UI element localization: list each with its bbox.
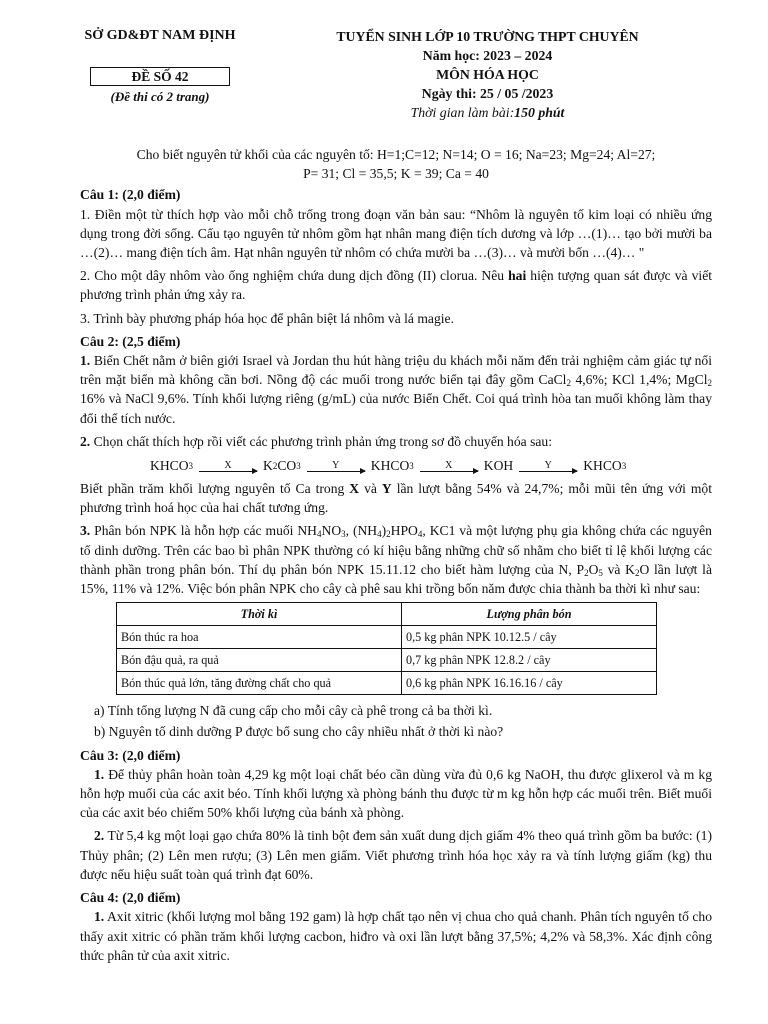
chain-species-1: KHCO 3 (150, 458, 194, 474)
exam-header (80, 26, 680, 126)
chain-species-2: K 2 CO 3 (263, 458, 301, 474)
table-cell: 0,6 kg phân NPK 16.16.16 / cây (402, 672, 657, 695)
table-cell: Bón thúc quả lớn, tăng đường chất cho quả (117, 672, 402, 695)
question-3-part-2: 2. Từ 5,4 kg một loại gạo chứa 80% là tinh bột đem sản xuất dung dịch giấm 4% theo quá trình gồm ba bước: (1) Thủy phân; (2) Lên men rượu; (3) Lên men giấm. Viết phương trình hóa học xảy ra và tính lượng giấm (kg) thu được nếu hiệu suất toàn quá trình đạt 60%. (80, 828, 712, 882)
table-row (117, 672, 657, 695)
question-2-3b: b) Nguyên tố dinh dưỡng P được bổ sung cho cây nhiều nhất ở thời kì nào? (94, 724, 504, 740)
table-header-amount: Lượng phân bón (402, 603, 657, 626)
right-arrow-icon (307, 471, 365, 472)
question-2-3a: a) Tính tổng lượng N đã cung cấp cho mỗi cây cà phê trong cả ba thời kì. (94, 703, 493, 719)
duration-label: Thời gian làm bài: (410, 105, 515, 120)
chain-arrow-1: X (199, 461, 257, 472)
question-3-title: Câu 3: (2,0 điểm) (80, 747, 181, 763)
question-2-part-1: 1. Biển Chết nằm ở biên giới Israel và Jordan thu hút hàng triệu du khách mỗi năm đến trải nghiệm cảm giác tự nổi trên mặt biển mà không cần bơi. Nồng độ các muối trong nước biển tại đây gồm CaCl$_2$ 4,6%; KCl 1,4%; MgCl$_2$ 16% và NaCl 9,6%. Tính khối lượng riêng (g/mL) của nước Biển Chết. Coi quá trình hòa tan muối không làm thay đổi thể tích nước. (80, 353, 712, 426)
page-count-note: (Đề thi có 2 trang) (110, 89, 210, 104)
chain-species-5: KHCO 3 (583, 458, 627, 474)
exam-date: Ngày thi: 25 / 05 /2023 (421, 86, 554, 101)
question-2-title: Câu 2: (2,5 điểm) (80, 333, 181, 349)
chain-arrow-3: X (420, 461, 478, 472)
duration-value: 150 phút (514, 105, 565, 120)
table-header-row (117, 603, 657, 626)
right-arrow-icon (199, 471, 257, 472)
atomic-mass-line-1: Cho biết nguyên tử khối của các nguyên tố: H=1;C=12; N=14; O = 16; Na=23; Mg=24; Al=27; (136, 147, 656, 162)
table-header-period: Thời kì (117, 603, 402, 626)
question-1-part-2: 2. Cho một dây nhôm vào ống nghiệm chứa dung dịch đồng (II) clorua. Nêu hai hiện tượng quan sát được và viết phương trình phản ứng xảy ra. (80, 268, 713, 303)
table-cell: Bón thúc ra hoa (117, 626, 402, 649)
exam-duration (315, 104, 660, 123)
chain-arrow-2: Y (307, 461, 365, 472)
right-arrow-icon (420, 471, 478, 472)
right-arrow-icon (519, 471, 577, 472)
chain-species-3: KHCO 3 (370, 458, 414, 474)
exam-code-box: ĐỀ SỐ 42 (90, 67, 230, 86)
subject-name: MÔN HÓA HỌC (436, 67, 539, 82)
chain-species-4: KOH (483, 458, 514, 474)
question-2-part-3: 3. Phân bón NPK là hỗn hợp các muối $NH_4NO_3$, $(NH_4)_2HPO_4$, KC1 và một lượng phụ gia không chứa các nguyên tố dinh dưỡng. Trên các bao bì phân NPK thường có kí hiệu bằng những chữ số nhằm cho biết tỉ lệ khối lượng các thành phần trong phân bón. Thí dụ phân bón NPK 15.11.12 cho biết hàm lượng của N, $P_2O_5$ và $K_2O$ lần lượt là 15%, 11% và 12%. Việc bón phân NPK cho cây cà phê sau khi trồng bốn năm được chia thành ba thời kì như sau: (80, 523, 712, 597)
department-name: SỞ GD&ĐT NAM ĐỊNH (84, 28, 236, 43)
atomic-mass-line-2: P= 31; Cl = 35,5; K = 39; Ca = 40 (303, 166, 489, 182)
question-1-part-1: 1. Điền một từ thích hợp vào mỗi chỗ trống trong đoạn văn bản sau: “Nhôm là nguyên tố kim loại có nhiều ứng dụng trong đời sống. Cấu tạo nguyên tử nhôm gồm hạt nhân mang điện tích dương và lớp …(1)… tạo bởi mười ba …(2)… mang điện tích âm. Hạt nhân nguyên tử nhôm có chứa mười ba …(3)… và mười bốn …(4)… " (80, 206, 712, 261)
chain-arrow-4: Y (519, 461, 577, 472)
question-4-title: Câu 4: (2,0 điểm) (80, 890, 181, 906)
table-cell: 0,5 kg phân NPK 10.12.5 / cây (402, 626, 657, 649)
table-row (117, 626, 657, 649)
conversion-chain (80, 453, 712, 479)
question-4-part-1: 1. Axit xitric (khối lượng mol bằng 192 gam) là hợp chất tạo nên vị chua cho quả chanh. Phân tích nguyên tố cho thấy axit xitric có phần trăm khối lượng cacbon, hiđro và oxi lần lượt bằng 37,5%; 4,2% và 58,3%. Xác định công thức phân tử của axit xitric. (80, 909, 712, 963)
exam-title: TUYỂN SINH LỚP 10 TRƯỜNG THPT CHUYÊN (336, 29, 639, 44)
exam-content (80, 145, 712, 969)
table-cell: Bón đậu quả, ra quả (117, 649, 402, 672)
fertilizer-table (116, 602, 657, 695)
school-year: Năm học: 2023 – 2024 (422, 48, 553, 63)
question-2-part-2: 2. Chọn chất thích hợp rồi viết các phương trình phản ứng trong sơ đồ chuyển hóa sau: (80, 433, 552, 449)
question-3-part-1: 1. Để thủy phân hoàn toàn 4,29 kg một loại chất béo cần dùng vừa đủ 0,6 kg NaOH, thu được glixerol và m kg hỗn hợp muối của các axit béo. Tính khối lượng xà phòng bánh thu được từ m kg hỗn hợp các muối trên. Biết muối của các axit béo chiếm 50% khối lượng của bánh xà phòng. (80, 766, 712, 821)
question-1-title: Câu 1: (2,0 điểm) (80, 187, 181, 203)
question-1-part-3: 3. Trình bày phương pháp hóa học để phân biệt lá nhôm và lá magie. (80, 310, 454, 326)
table-row (117, 649, 657, 672)
question-2-part-2-note: Biết phần trăm khối lượng nguyên tố Ca trong X và Y lần lượt bằng 54% và 24,7%; mỗi mũi tên ứng với một phương trình hoá học của hai chất tương ứng. (80, 481, 712, 516)
table-cell: 0,7 kg phân NPK 12.8.2 / cây (402, 649, 657, 672)
